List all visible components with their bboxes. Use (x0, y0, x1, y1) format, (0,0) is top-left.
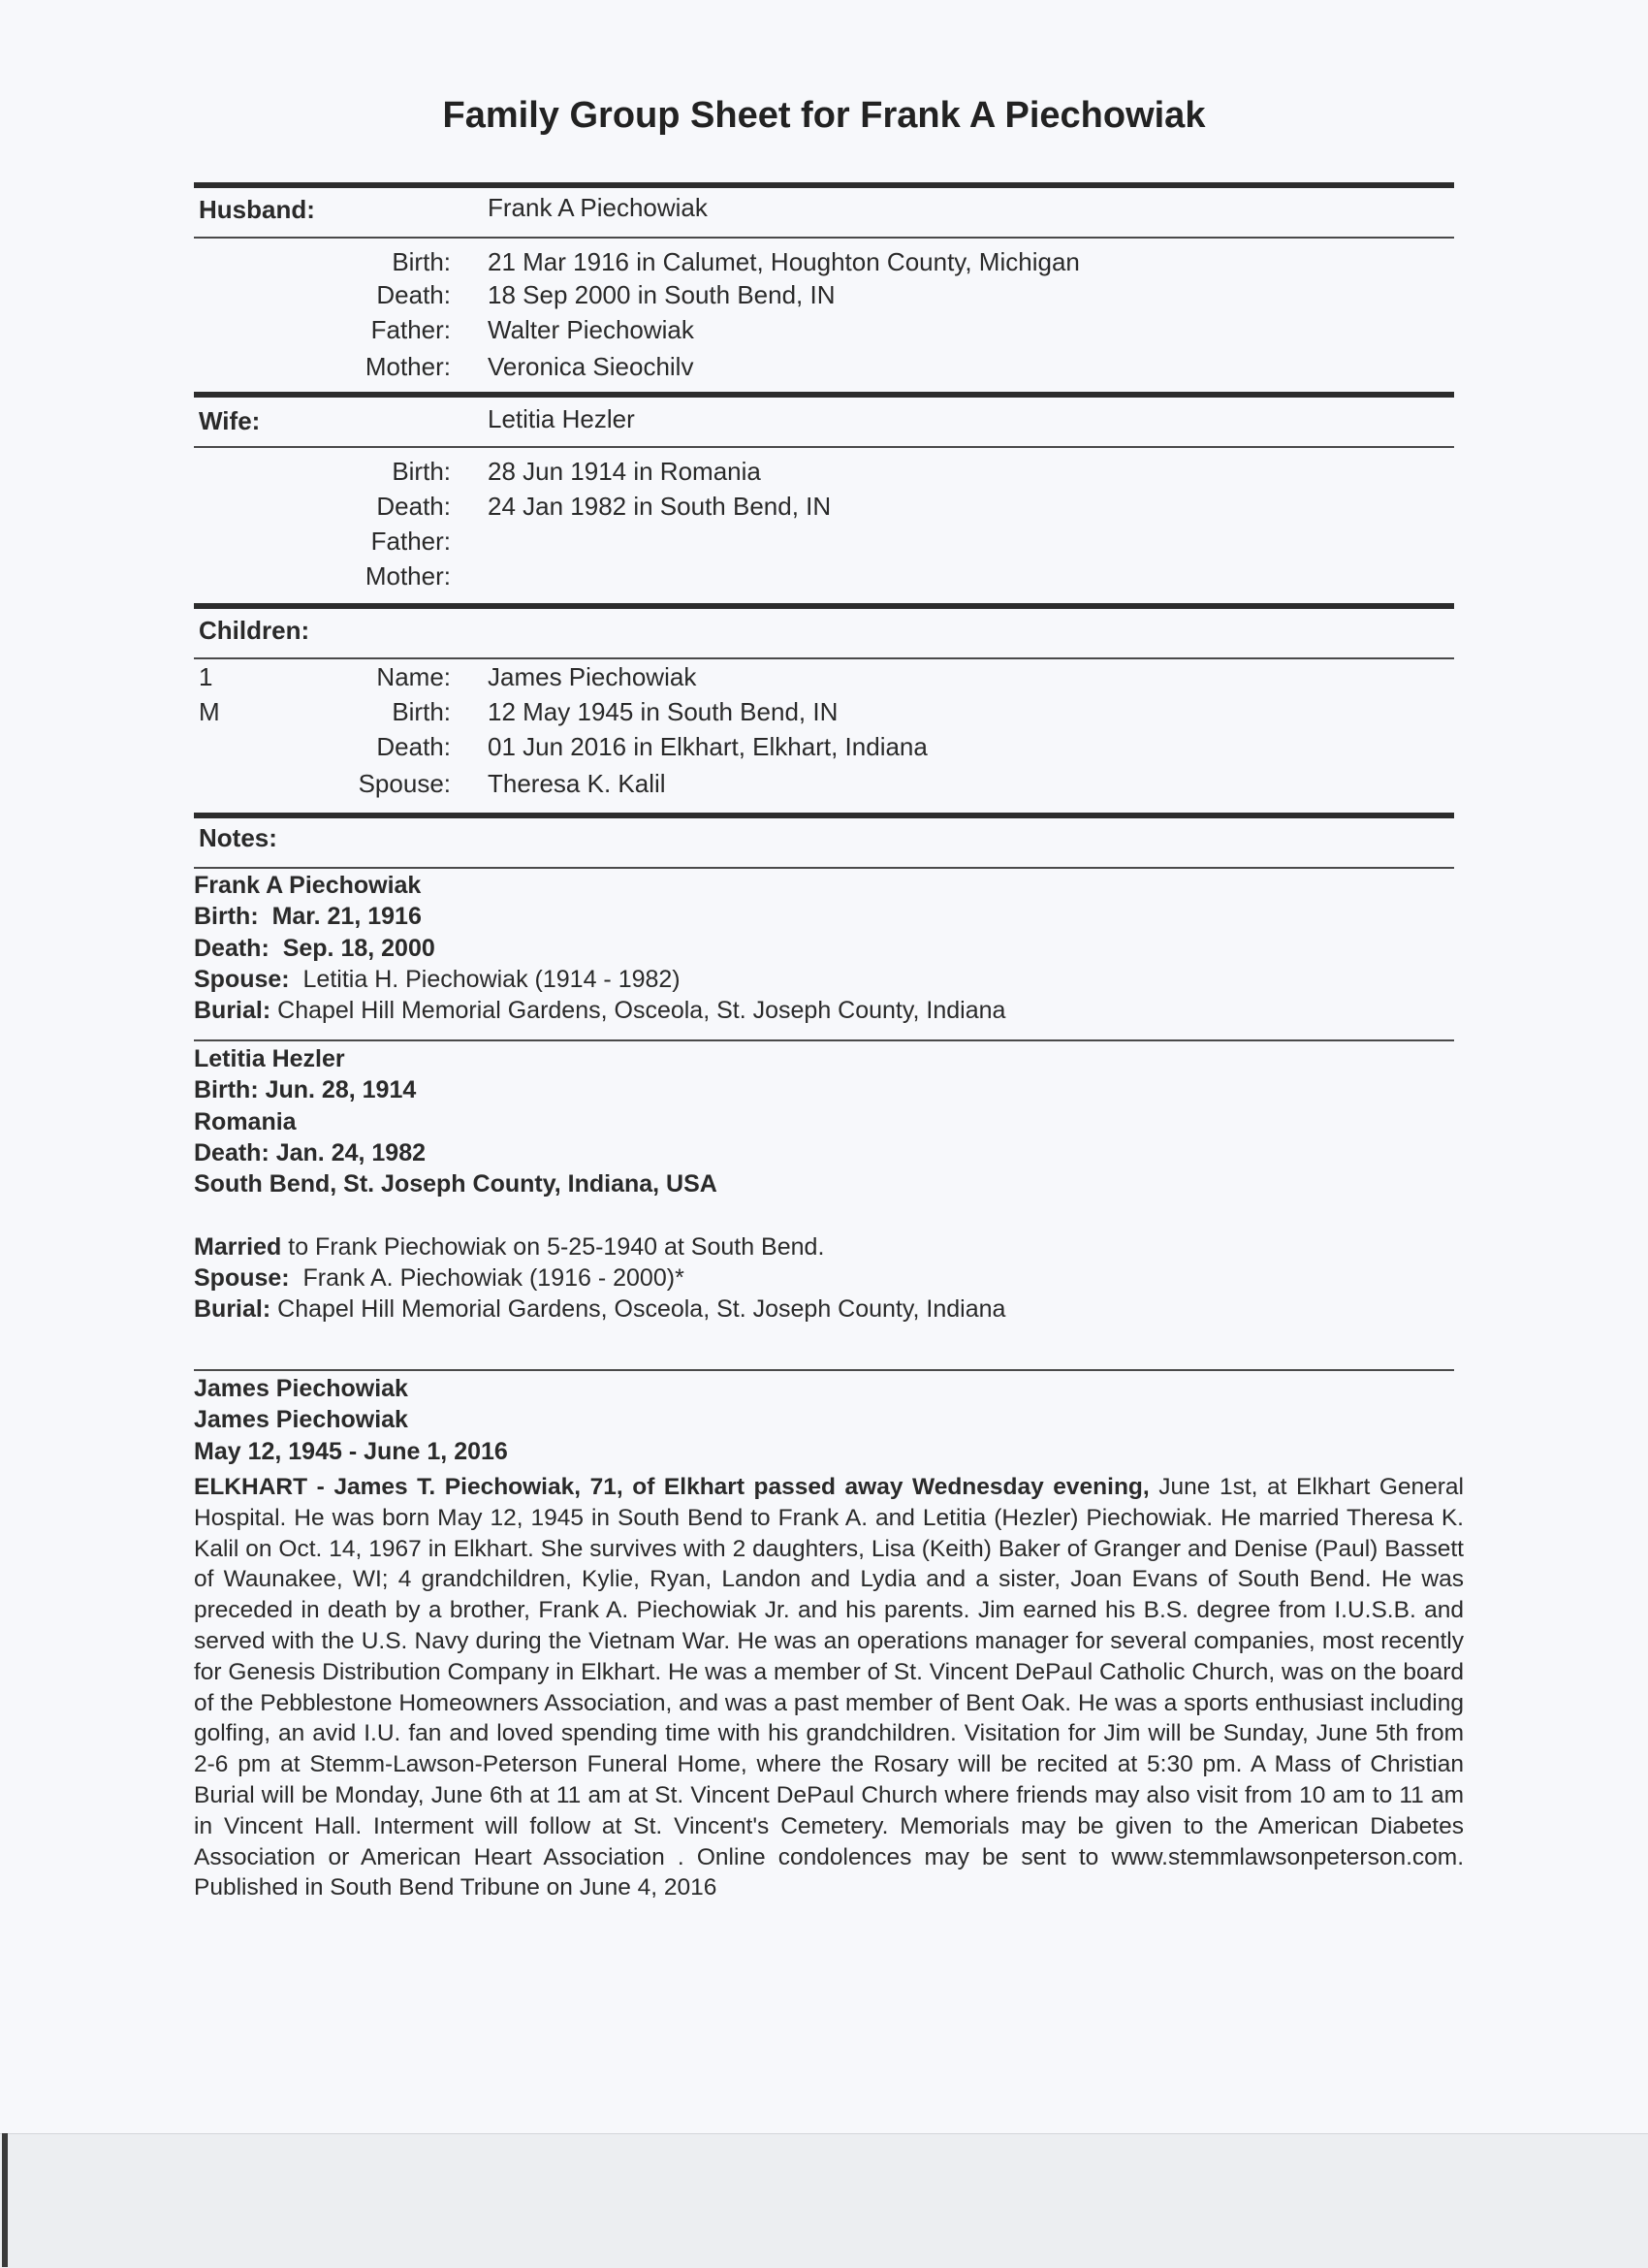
note-divider (194, 1369, 1454, 1371)
note-letitia-burial-label: Burial: (194, 1295, 271, 1324)
husband-death-value: 18 Sep 2000 in South Bend, IN (488, 280, 836, 309)
wife-death-label: Death: (376, 492, 451, 521)
husband-father-value: Walter Piechowiak (488, 315, 694, 344)
husband-father-label: Father: (370, 315, 451, 344)
section-divider (194, 657, 1454, 659)
note-letitia-married-label: Married (194, 1232, 282, 1261)
note-james (194, 1373, 1464, 1467)
note-frank-spouse-value: Letitia H. Piechowiak (1914 - 1982) (302, 965, 681, 993)
scan-edge-mark (2, 2133, 8, 2267)
husband-mother-label: Mother: (364, 352, 451, 381)
wife-name: Letitia Hezler (488, 404, 635, 433)
wife-mother-label: Mother: (364, 561, 451, 591)
scan-bottom-margin (0, 2133, 1648, 2268)
note-divider (194, 1039, 1454, 1041)
note-letitia-married-value: to Frank Piechowiak on 5-25-1940 at South Bend. (288, 1232, 825, 1261)
husband-death-label: Death: (376, 280, 451, 309)
note-letitia-spouse-label: Spouse: (194, 1264, 290, 1293)
page-title: Family Group Sheet for Frank A Piechowiak (442, 95, 1206, 136)
husband-mother-value: Veronica Sieochilv (488, 352, 694, 381)
note-letitia-burial-value: Chapel Hill Memorial Gardens, Osceola, St. Joseph County, Indiana (277, 1295, 1006, 1324)
child-sex: M (199, 697, 220, 726)
note-letitia-death: Death: Jan. 24, 1982 (194, 1138, 427, 1166)
section-divider (194, 867, 1454, 869)
note-frank-spouse-label: Spouse: (194, 965, 290, 993)
note-frank-burial-label: Burial: (194, 997, 271, 1025)
child-name-value: James Piechowiak (488, 662, 697, 691)
wife-section-label: Wife: (199, 406, 261, 435)
section-divider (194, 237, 1454, 239)
note-james-obit-lead: ELKHART - James T. Piechowiak, 71, of Elkhart passed away Wednesday evening, (194, 1474, 1150, 1500)
child-spouse-value: Theresa K. Kalil (488, 769, 666, 798)
husband-birth-label: Birth: (392, 247, 451, 276)
child-name-label: Name: (376, 662, 451, 691)
section-rule (194, 813, 1454, 818)
note-frank (194, 870, 1464, 1026)
section-divider (194, 446, 1454, 448)
husband-birth-value: 21 Mar 1916 in Calumet, Houghton County, Michigan (488, 247, 1080, 276)
note-james-subheading: James Piechowiak (194, 1406, 408, 1434)
husband-name: Frank A Piechowiak (488, 193, 708, 222)
children-section-label: Children: (199, 616, 310, 645)
note-frank-burial-value: Chapel Hill Memorial Gardens, Osceola, St. Joseph County, Indiana (277, 997, 1006, 1025)
child-death-label: Death: (376, 732, 451, 761)
note-letitia-birth-place: Romania (194, 1107, 297, 1135)
child-death-value: 01 Jun 2016 in Elkhart, Elkhart, Indiana (488, 732, 928, 761)
notes-section-label: Notes: (199, 823, 277, 852)
note-letitia-death-place: South Bend, St. Joseph County, Indiana, USA (194, 1170, 717, 1198)
wife-birth-label: Birth: (392, 457, 451, 486)
note-letitia-birth: Birth: Jun. 28, 1914 (194, 1076, 417, 1104)
note-letitia (194, 1043, 1464, 1326)
note-frank-death-value: Sep. 18, 2000 (282, 934, 435, 962)
wife-father-label: Father: (370, 527, 451, 556)
child-birth-value: 12 May 1945 in South Bend, IN (488, 697, 839, 726)
note-james-obit-body: June 1st, at Elkhart General Hospital. He was born May 12, 1945 in South Bend to Frank A. and Letitia (Hezler) Piechowiak. He married Theresa K. Kalil on Oct. 14, 1967 in Elkhart. She survives with 2 daughters, Lisa (Keith) Baker of Granger and Denise (Paul) Bassett of Waunakee, WI; 4 grandchildren, Kylie, Ryan, Landon and Lydia and a sister, Joan Evans of South Bend. He was preceded in death by a brother, Frank A. Piechowiak Jr. and his parents. Jim earned his B.S. degree from I.U.S.B. and served with the U.S. Navy during the Vietnam War. He was an operations manager for several companies, most recently for Genesis Distribution Company in Elkhart. He was a member of St. Vincent DePaul Catholic Church, was on the board of the Pebblestone Homeowners Association, and was a past member of Bent Oak. He was a sports enthusiast including golfing, an avid I.U. fan and loved spending time with his grandchildren. Visitation for Jim will be Sunday, June 5th from 2-6 pm at Stemm-Lawson-Peterson Funeral Home, where the Rosary will be recited at 5:30 pm. A Mass of Christian Burial will be Monday, June 6th at 11 am at St. Vincent DePaul Church where friends may also visit from 10 am to 11 am in Vincent Hall. Interment will follow at St. Vincent's Cemetery. Memorials may be given to the American Diabetes Association or American Heart Association . Online condolences may be sent to www.stemmlawsonpeterson.com. Published in South Bend Tribune on June 4, 2016 (194, 1474, 1464, 1901)
husband-section-label: Husband: (199, 195, 315, 224)
section-rule (194, 603, 1454, 609)
child-spouse-label: Spouse: (358, 769, 451, 798)
child-number: 1 (199, 662, 213, 691)
section-rule (194, 182, 1454, 188)
note-frank-name: Frank A Piechowiak (194, 872, 422, 899)
wife-death-value: 24 Jan 1982 in South Bend, IN (488, 492, 832, 521)
wife-birth-value: 28 Jun 1914 in Romania (488, 457, 761, 486)
note-frank-birth-value: Mar. 21, 1916 (271, 903, 422, 931)
section-rule (194, 392, 1454, 398)
note-james-dates: May 12, 1945 - June 1, 2016 (194, 1437, 508, 1465)
child-birth-label: Birth: (392, 697, 451, 726)
note-letitia-spouse-value: Frank A. Piechowiak (1916 - 2000)* (302, 1264, 684, 1293)
note-james-obituary (194, 1472, 1464, 1903)
note-james-heading: James Piechowiak (194, 1375, 408, 1402)
note-frank-death-label: Death: (194, 934, 269, 962)
note-frank-birth-label: Birth: (194, 903, 259, 931)
note-letitia-name: Letitia Hezler (194, 1045, 345, 1072)
